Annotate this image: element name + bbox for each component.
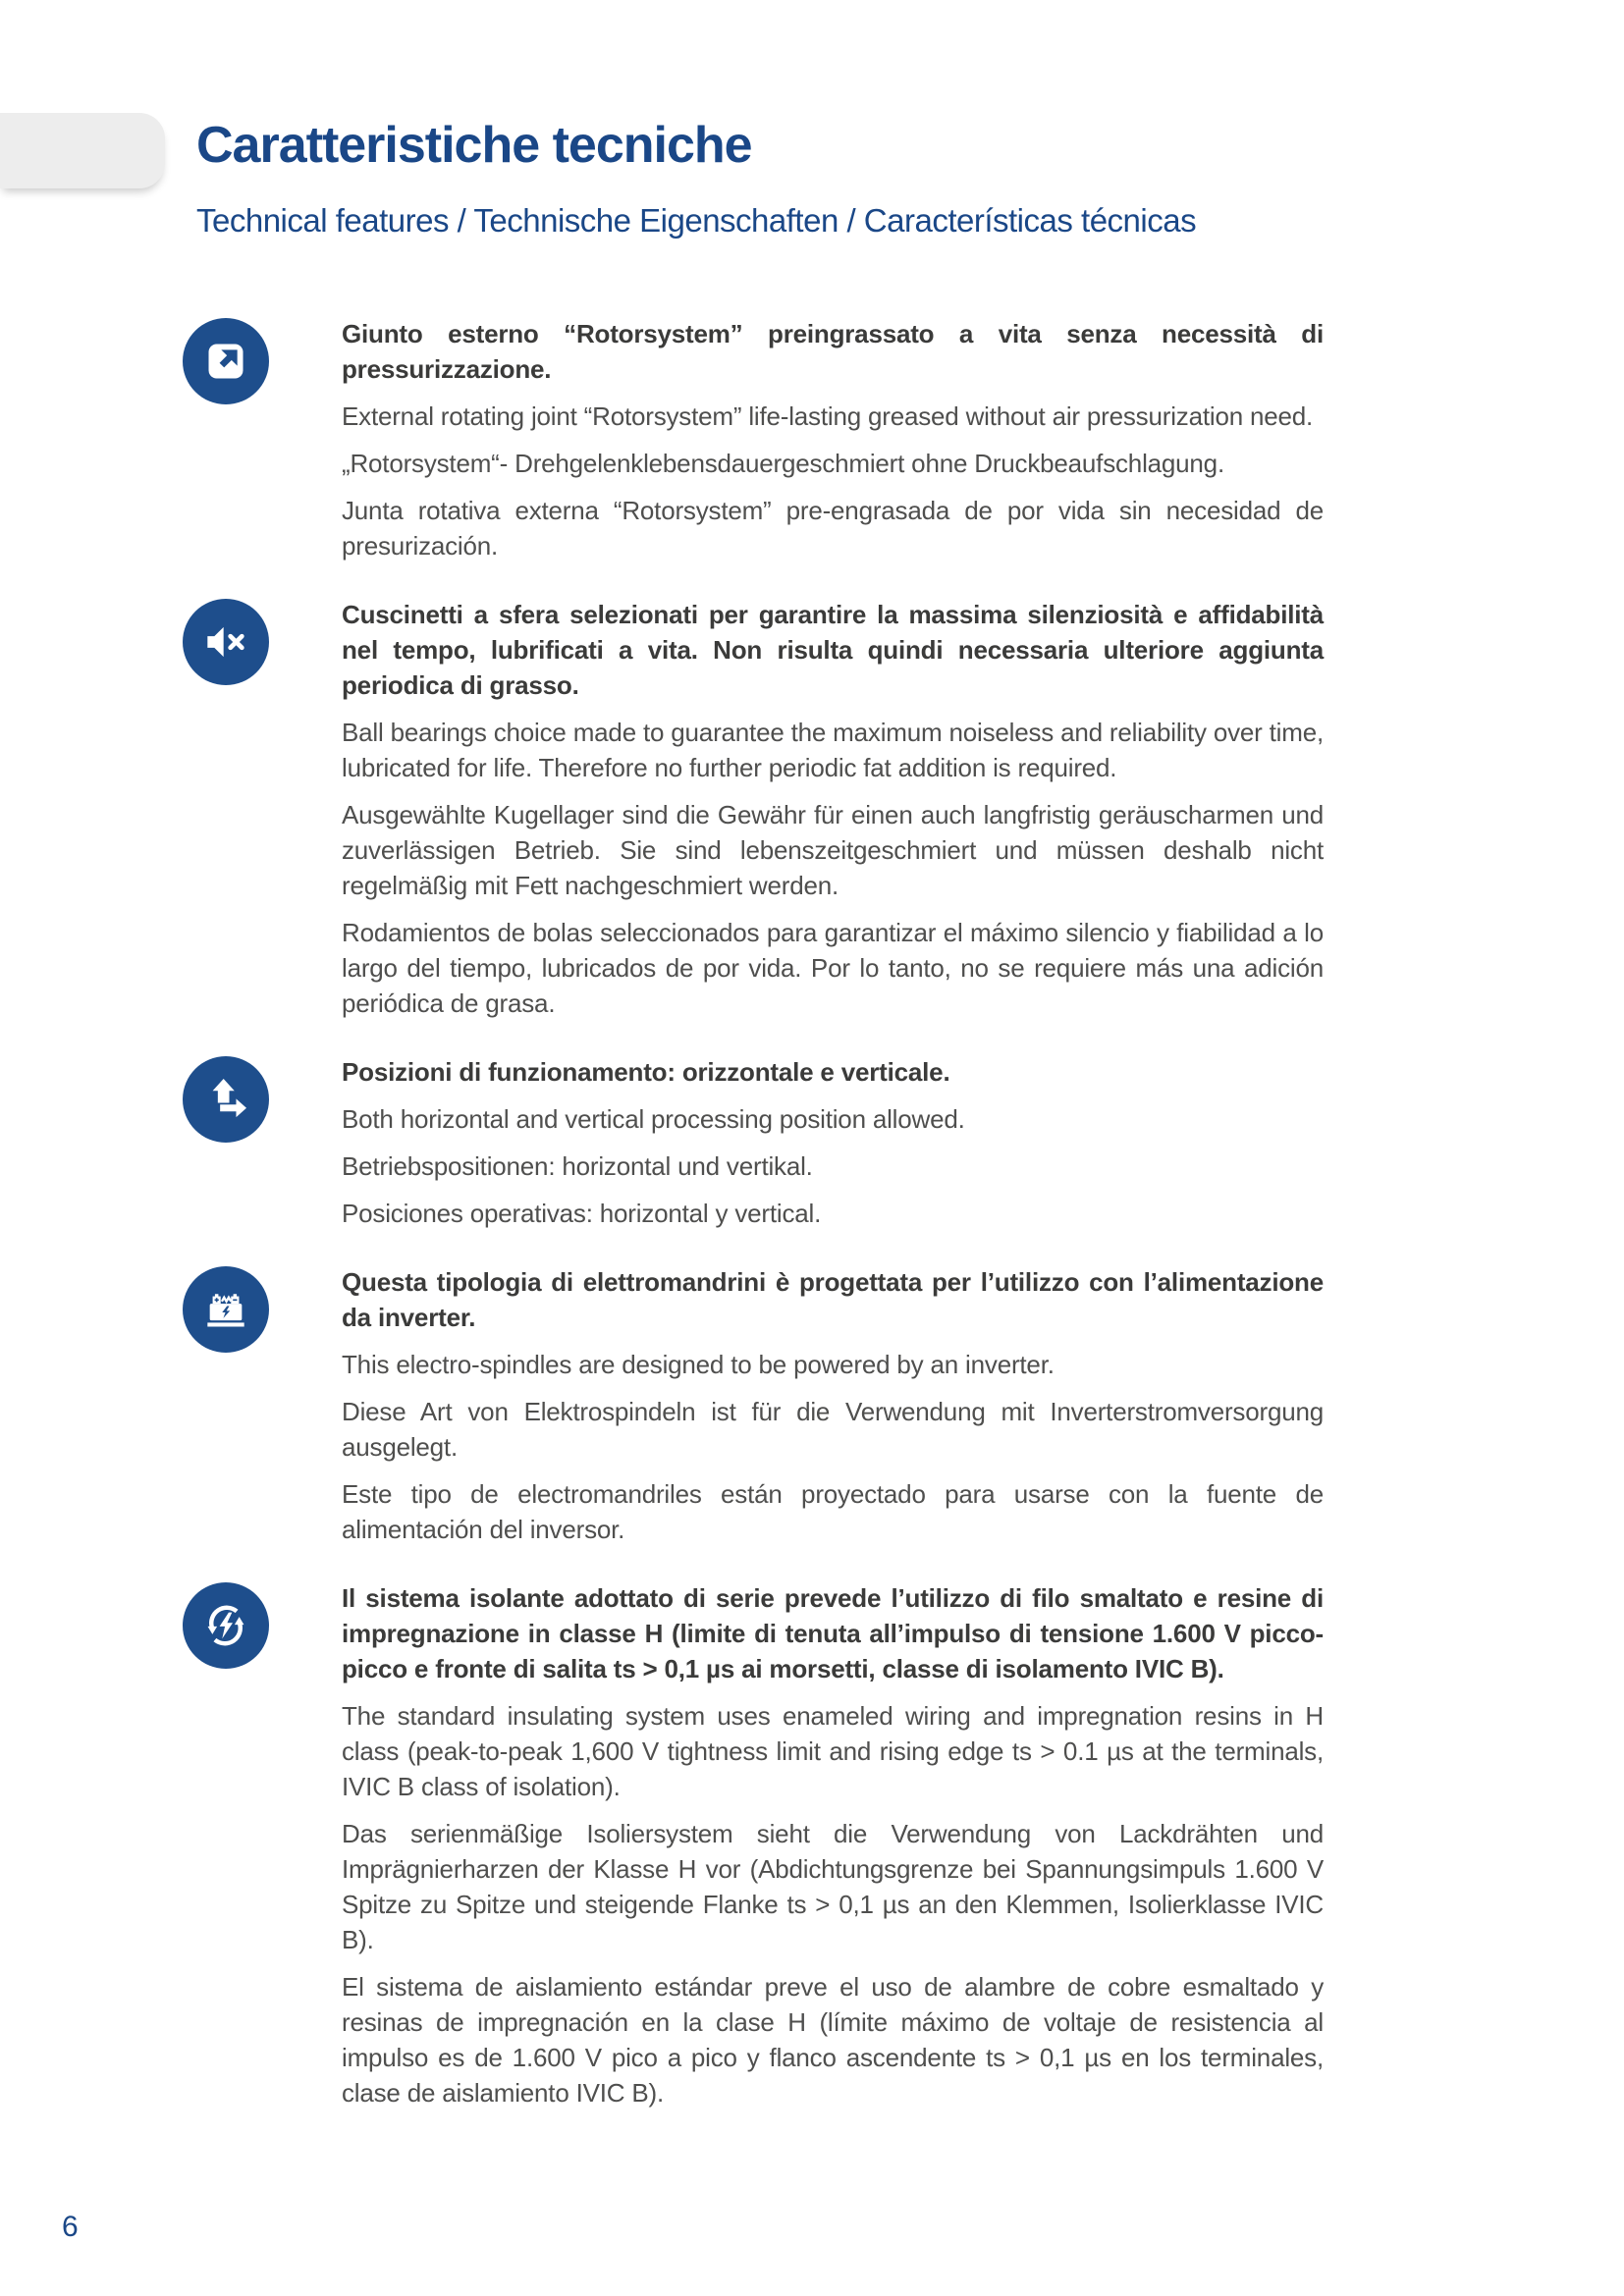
orientation-arrows-icon bbox=[183, 1056, 269, 1143]
feature-working-positions bbox=[183, 1054, 1324, 1231]
insulation-cycle-bolt-icon bbox=[183, 1582, 269, 1669]
mute-speaker-icon bbox=[183, 599, 269, 685]
feature-texts bbox=[342, 597, 1324, 1021]
arrow-up-right-square-icon bbox=[183, 318, 269, 404]
feature-text-spanish: Posiciones operativas: horizontal y vertical. bbox=[342, 1199, 822, 1228]
feature-texts bbox=[342, 1580, 1324, 2110]
page-title: Caratteristiche tecniche bbox=[196, 117, 752, 174]
feature-text-german: Das serienmäßige Isoliersystem sieht die Verwendung von Lackdrähten und Imprägnierharzen der Klasse H vor (Abdichtungsgrenze bei Spannungsimpuls 1.600 V Spitze zu Spitze und steigende Flanke ts > 0,1 µs an den Klemmen, Isolierklasse IVIC B). bbox=[342, 1819, 1324, 1954]
feature-text-italian: Il sistema isolante adottato di serie prevede l’utilizzo di filo smaltato e resine di impregnazione in classe H (limite di tenuta all’impulso di tensione 1.600 V picco-picco e fronte di salita ts > 0,1 µs ai morsetti, classe di isolamento IVIC B). bbox=[342, 1583, 1324, 1683]
feature-text-italian: Posizioni di funzionamento: orizzontale e verticale. bbox=[342, 1057, 950, 1087]
feature-silent-bearings bbox=[183, 597, 1324, 1021]
page-number: 6 bbox=[62, 2211, 79, 2243]
feature-text-german: Diese Art von Elektrospindeln ist für die Verwendung mit Inverterstromversorgung ausgelegt. bbox=[342, 1397, 1324, 1462]
feature-texts bbox=[342, 316, 1324, 563]
feature-rotating-joint bbox=[183, 316, 1324, 563]
feature-text-german: Ausgewählte Kugellager sind die Gewähr für einen auch langfristig geräuscharmen und zuverlässigen Betrieb. Sie sind lebenszeitgeschmiert und müssen deshalb nicht regelmäßig mit Fett nachgeschmiert werden. bbox=[342, 800, 1324, 900]
features-list bbox=[183, 316, 1324, 2144]
feature-text-german: „Rotorsystem“- Drehgelenklebensdauergeschmiert ohne Druckbeaufschlagung. bbox=[342, 449, 1224, 478]
feature-text-italian: Questa tipologia di elettromandrini è progettata per l’utilizzo con l’alimentazione da inverter. bbox=[342, 1267, 1324, 1332]
page-subtitle: Technical features / Technische Eigenschaften / Características técnicas bbox=[196, 202, 1197, 239]
feature-texts bbox=[342, 1054, 1324, 1231]
feature-inverter-supply bbox=[183, 1264, 1324, 1547]
feature-text-italian: Giunto esterno “Rotorsystem” preingrassato a vita senza necessità di pressurizzazione. bbox=[342, 319, 1324, 384]
feature-text-spanish: Junta rotativa externa “Rotorsystem” pre-engrasada de por vida sin necesidad de presurización. bbox=[342, 496, 1324, 561]
feature-text-english: The standard insulating system uses enameled wiring and impregnation resins in H class (peak-to-peak 1,600 V tightness limit and rising edge ts > 0.1 µs at the terminals, IVIC B class of isolation). bbox=[342, 1701, 1324, 1801]
feature-text-english: Ball bearings choice made to guarantee the maximum noiseless and reliability over time, lubricated for life. Therefore no further periodic fat addition is required. bbox=[342, 718, 1325, 782]
feature-text-english: Both horizontal and vertical processing position allowed. bbox=[342, 1104, 965, 1134]
feature-insulating-system bbox=[183, 1580, 1324, 2110]
feature-text-german: Betriebspositionen: horizontal und vertikal. bbox=[342, 1151, 813, 1181]
feature-text-english: This electro-spindles are designed to be powered by an inverter. bbox=[342, 1350, 1055, 1379]
feature-texts bbox=[342, 1264, 1324, 1547]
feature-text-spanish: El sistema de aislamiento estándar preve el uso de alambre de cobre esmaltado y resinas de impregnación en la clase H (límite máximo de voltaje de resistencia al impulso es de 1.600 V pico a pico y flanco ascendente ts > 0,1 µs en los terminales, clase de aislamiento IVIC B). bbox=[342, 1972, 1324, 2108]
feature-text-italian: Cuscinetti a sfera selezionati per garantire la massima silenziosità e affidabilità nel tempo, lubrificati a vita. Non risulta quindi necessaria ulteriore aggiunta periodica di grasso. bbox=[342, 600, 1324, 700]
feature-text-english: External rotating joint “Rotorsystem” life-lasting greased without air pressurization need. bbox=[342, 401, 1314, 431]
feature-text-spanish: Rodamientos de bolas seleccionados para garantizar el máximo silencio y fiabilidad a lo largo del tiempo, lubricados de por vida. Por lo tanto, no se requiere más una adición periódica de grasa. bbox=[342, 918, 1324, 1018]
battery-power-icon bbox=[183, 1266, 269, 1353]
feature-text-spanish: Este tipo de electromandriles están proyectado para usarse con la fuente de alimentación del inversor. bbox=[342, 1479, 1324, 1544]
page-edge-tab bbox=[0, 113, 165, 188]
